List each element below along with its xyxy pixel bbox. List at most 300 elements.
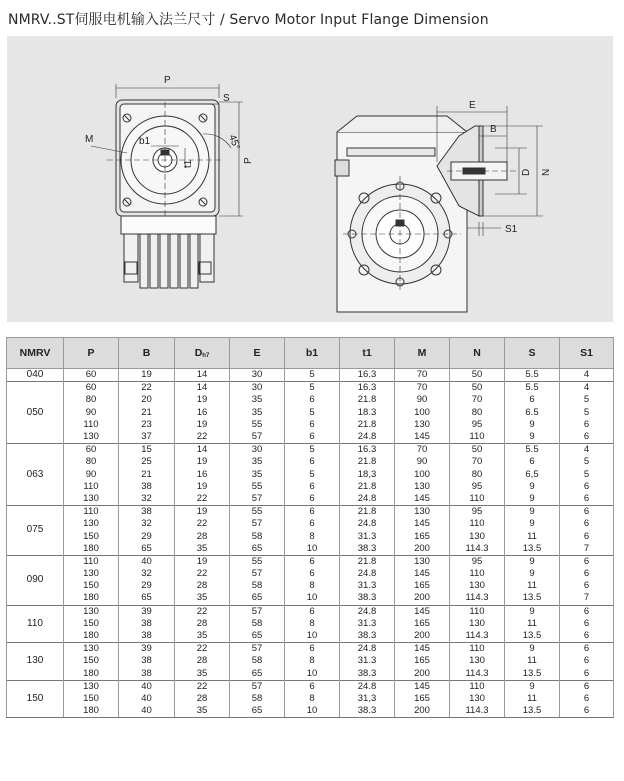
table-cell: 4 xyxy=(560,444,614,457)
table-cell: 180 xyxy=(64,668,119,681)
model-cell: 090 xyxy=(7,555,64,605)
table-cell: 38 xyxy=(119,630,175,643)
dim-label-E: E xyxy=(469,100,476,111)
table-cell: 38 xyxy=(119,481,175,493)
table-cell: 9 xyxy=(505,506,560,519)
table-cell: 70 xyxy=(395,382,450,395)
table-cell: 6 xyxy=(560,493,614,506)
table-cell: 5.5 xyxy=(505,444,560,457)
table-cell: 8 xyxy=(285,580,340,592)
table-cell: 5 xyxy=(285,469,340,481)
table-cell: 30 xyxy=(230,444,285,457)
table-row xyxy=(7,518,614,530)
table-cell: 145 xyxy=(395,493,450,506)
table-cell: 55 xyxy=(230,419,285,431)
table-cell: 6 xyxy=(560,630,614,643)
table-cell: 110 xyxy=(450,643,505,656)
table-cell: 4 xyxy=(560,369,614,382)
table-cell: 60 xyxy=(64,369,119,382)
table-cell: 80 xyxy=(64,456,119,468)
table-cell: 5 xyxy=(560,394,614,406)
table-cell: 90 xyxy=(395,456,450,468)
table-cell: 30 xyxy=(230,382,285,395)
table-cell: 110 xyxy=(64,506,119,519)
table-cell: 70 xyxy=(450,394,505,406)
table-cell: 9 xyxy=(505,481,560,493)
table-cell: 6,5 xyxy=(505,469,560,481)
table-cell: 6 xyxy=(285,506,340,519)
table-cell: 6 xyxy=(285,680,340,693)
table-cell: 150 xyxy=(64,693,119,705)
table-cell: 5 xyxy=(285,369,340,382)
table-cell: 22 xyxy=(175,680,230,693)
table-row xyxy=(7,369,614,382)
col-header-e: E xyxy=(230,338,285,369)
table-cell: 6 xyxy=(560,580,614,592)
table-row xyxy=(7,580,614,592)
table-cell: 23 xyxy=(119,419,175,431)
table-cell: 145 xyxy=(395,680,450,693)
table-cell: 31.3 xyxy=(340,655,395,667)
table-cell: 114.3 xyxy=(450,668,505,681)
table-cell: 145 xyxy=(395,605,450,618)
table-cell: 130 xyxy=(450,580,505,592)
table-cell: 95 xyxy=(450,506,505,519)
model-cell: 063 xyxy=(7,444,64,506)
table-row xyxy=(7,543,614,556)
table-cell: 6 xyxy=(560,555,614,568)
table-cell: 200 xyxy=(395,630,450,643)
table-cell: 9 xyxy=(505,605,560,618)
table-cell: 65 xyxy=(230,543,285,556)
table-cell: 28 xyxy=(175,618,230,630)
table-cell: 5 xyxy=(560,469,614,481)
dim-label-S1: S1 xyxy=(505,224,518,235)
table-row xyxy=(7,605,614,618)
table-cell: 35 xyxy=(175,543,230,556)
dim-label-N: N xyxy=(541,168,552,176)
table-cell: 21.8 xyxy=(340,555,395,568)
table-cell: 70 xyxy=(395,444,450,457)
table-cell: 22 xyxy=(175,643,230,656)
table-cell: 35 xyxy=(175,705,230,718)
table-cell: 130 xyxy=(64,493,119,506)
table-cell: 38 xyxy=(119,668,175,681)
table-cell: 39 xyxy=(119,643,175,656)
table-cell: 114.3 xyxy=(450,592,505,605)
table-cell: 24.8 xyxy=(340,568,395,580)
table-cell: 31,3 xyxy=(340,693,395,705)
table-cell: 200 xyxy=(395,668,450,681)
table-row xyxy=(7,568,614,580)
table-cell: 65 xyxy=(230,668,285,681)
table-row xyxy=(7,419,614,431)
table-cell: 6 xyxy=(505,456,560,468)
table-cell: 130 xyxy=(64,431,119,444)
table-cell: 35 xyxy=(230,456,285,468)
model-cell: 150 xyxy=(7,680,64,718)
table-cell: 6 xyxy=(560,506,614,519)
table-cell: 16.3 xyxy=(340,382,395,395)
table-cell: 165 xyxy=(395,530,450,542)
table-cell: 6 xyxy=(285,493,340,506)
table-cell: 19 xyxy=(175,481,230,493)
table-cell: 35 xyxy=(175,668,230,681)
table-cell: 55 xyxy=(230,481,285,493)
table-cell: 40 xyxy=(119,705,175,718)
table-cell: 21.8 xyxy=(340,456,395,468)
technical-drawing-panel xyxy=(7,36,613,322)
table-cell: 9 xyxy=(505,431,560,444)
table-cell: 32 xyxy=(119,493,175,506)
table-cell: 13.5 xyxy=(505,630,560,643)
table-cell: 19 xyxy=(175,456,230,468)
table-cell: 38.3 xyxy=(340,543,395,556)
table-cell: 25 xyxy=(119,456,175,468)
table-cell: 100 xyxy=(395,407,450,419)
dim-label-t1: t1 xyxy=(183,159,194,168)
table-cell: 57 xyxy=(230,680,285,693)
table-cell: 180 xyxy=(64,543,119,556)
table-cell: 39 xyxy=(119,605,175,618)
table-cell: 58 xyxy=(230,655,285,667)
table-cell: 38 xyxy=(119,618,175,630)
table-cell: 10 xyxy=(285,705,340,718)
table-row xyxy=(7,394,614,406)
table-cell: 5 xyxy=(560,456,614,468)
table-cell: 38.3 xyxy=(340,705,395,718)
table-cell: 6.5 xyxy=(505,407,560,419)
table-cell: 6 xyxy=(285,481,340,493)
table-row xyxy=(7,456,614,468)
table-cell: 58 xyxy=(230,580,285,592)
table-cell: 200 xyxy=(395,543,450,556)
table-cell: 6 xyxy=(505,394,560,406)
col-header-d-subscript: h7 xyxy=(202,353,210,359)
table-cell: 130 xyxy=(395,506,450,519)
table-cell: 58 xyxy=(230,618,285,630)
table-cell: 9 xyxy=(505,518,560,530)
table-row xyxy=(7,643,614,656)
table-row xyxy=(7,592,614,605)
table-cell: 90 xyxy=(64,469,119,481)
table-cell: 80 xyxy=(450,469,505,481)
col-header-b: B xyxy=(119,338,175,369)
model-cell: 130 xyxy=(7,643,64,681)
table-cell: 11 xyxy=(505,530,560,542)
table-cell: 8 xyxy=(285,693,340,705)
table-cell: 28 xyxy=(175,580,230,592)
table-row xyxy=(7,680,614,693)
table-cell: 6 xyxy=(285,456,340,468)
table-cell: 19 xyxy=(175,419,230,431)
table-cell: 37 xyxy=(119,431,175,444)
table-cell: 22 xyxy=(119,382,175,395)
table-cell: 10 xyxy=(285,592,340,605)
table-cell: 6 xyxy=(285,555,340,568)
table-cell: 14 xyxy=(175,382,230,395)
table-cell: 6 xyxy=(285,394,340,406)
table-row xyxy=(7,469,614,481)
table-cell: 40 xyxy=(119,693,175,705)
table-cell: 31.3 xyxy=(340,580,395,592)
dim-label-S: S xyxy=(223,93,230,104)
table-cell: 58 xyxy=(230,693,285,705)
table-cell: 80 xyxy=(450,407,505,419)
table-row xyxy=(7,668,614,681)
table-cell: 165 xyxy=(395,580,450,592)
table-row xyxy=(7,444,614,457)
col-header-s: S xyxy=(505,338,560,369)
table-row xyxy=(7,382,614,395)
col-header-s1: S1 xyxy=(560,338,614,369)
col-header-n: N xyxy=(450,338,505,369)
table-cell: 50 xyxy=(450,382,505,395)
table-cell: 180 xyxy=(64,630,119,643)
table-cell: 130 xyxy=(450,655,505,667)
table-cell: 11 xyxy=(505,655,560,667)
table-cell: 110 xyxy=(450,431,505,444)
table-cell: 5.5 xyxy=(505,369,560,382)
table-cell: 24.8 xyxy=(340,518,395,530)
table-cell: 28 xyxy=(175,655,230,667)
table-cell: 6 xyxy=(560,530,614,542)
table-cell: 18,3 xyxy=(340,469,395,481)
table-cell: 14 xyxy=(175,369,230,382)
table-cell: 6 xyxy=(560,668,614,681)
table-cell: 65 xyxy=(230,630,285,643)
dim-label-M: M xyxy=(85,134,94,145)
table-cell: 29 xyxy=(119,530,175,542)
table-cell: 145 xyxy=(395,643,450,656)
table-cell: 150 xyxy=(64,530,119,542)
table-row xyxy=(7,530,614,542)
table-cell: 13.5 xyxy=(505,592,560,605)
col-header-m: M xyxy=(395,338,450,369)
model-cell: 040 xyxy=(7,369,64,382)
table-cell: 70 xyxy=(395,369,450,382)
table-row xyxy=(7,407,614,419)
table-cell: 130 xyxy=(64,605,119,618)
table-cell: 24.8 xyxy=(340,605,395,618)
table-cell: 110 xyxy=(64,555,119,568)
table-cell: 21.8 xyxy=(340,394,395,406)
table-cell: 90 xyxy=(395,394,450,406)
table-cell: 28 xyxy=(175,530,230,542)
col-header-d xyxy=(175,338,230,369)
table-row xyxy=(7,431,614,444)
table-cell: 50 xyxy=(450,369,505,382)
table-cell: 35 xyxy=(230,469,285,481)
table-cell: 40 xyxy=(119,555,175,568)
table-row xyxy=(7,630,614,643)
flange-dimension-table xyxy=(6,337,614,718)
table-cell: 80 xyxy=(64,394,119,406)
table-cell: 65 xyxy=(119,543,175,556)
table-cell: 65 xyxy=(119,592,175,605)
table-cell: 114.3 xyxy=(450,705,505,718)
table-cell: 24.8 xyxy=(340,431,395,444)
col-header-t1: t1 xyxy=(340,338,395,369)
table-cell: 21.8 xyxy=(340,419,395,431)
table-cell: 35 xyxy=(175,630,230,643)
table-cell: 57 xyxy=(230,568,285,580)
table-cell: 13.5 xyxy=(505,668,560,681)
table-cell: 110 xyxy=(450,568,505,580)
table-cell: 130 xyxy=(395,481,450,493)
dim-label-b1: b1 xyxy=(139,136,151,147)
table-cell: 180 xyxy=(64,705,119,718)
table-cell: 35 xyxy=(230,394,285,406)
table-cell: 21.8 xyxy=(340,481,395,493)
table-cell: 6 xyxy=(560,518,614,530)
table-row xyxy=(7,705,614,718)
table-cell: 9 xyxy=(505,493,560,506)
table-cell: 114.3 xyxy=(450,630,505,643)
table-cell: 100 xyxy=(395,469,450,481)
table-cell: 38 xyxy=(119,506,175,519)
table-cell: 165 xyxy=(395,618,450,630)
table-cell: 38.3 xyxy=(340,630,395,643)
table-cell: 24.8 xyxy=(340,643,395,656)
table-cell: 6 xyxy=(560,680,614,693)
table-cell: 10 xyxy=(285,630,340,643)
table-cell: 5 xyxy=(285,444,340,457)
table-cell: 19 xyxy=(175,506,230,519)
table-cell: 6 xyxy=(560,568,614,580)
table-cell: 58 xyxy=(230,530,285,542)
dim-label-P-top: P xyxy=(164,75,171,86)
table-cell: 18.3 xyxy=(340,407,395,419)
table-cell: 10 xyxy=(285,668,340,681)
dim-label-D: D xyxy=(521,168,532,176)
table-cell: 38.3 xyxy=(340,592,395,605)
table-cell: 6 xyxy=(560,705,614,718)
table-cell: 130 xyxy=(64,643,119,656)
table-cell: 55 xyxy=(230,555,285,568)
table-cell: 130 xyxy=(450,618,505,630)
table-cell: 4 xyxy=(560,382,614,395)
table-cell: 8 xyxy=(285,530,340,542)
table-cell: 32 xyxy=(119,518,175,530)
table-cell: 65 xyxy=(230,592,285,605)
table-cell: 6 xyxy=(285,568,340,580)
table-cell: 7 xyxy=(560,543,614,556)
table-row xyxy=(7,481,614,493)
table-cell: 95 xyxy=(450,419,505,431)
table-cell: 110 xyxy=(450,680,505,693)
table-cell: 14 xyxy=(175,444,230,457)
table-cell: 130 xyxy=(395,419,450,431)
table-cell: 16.3 xyxy=(340,369,395,382)
table-cell: 9 xyxy=(505,643,560,656)
table-cell: 200 xyxy=(395,705,450,718)
table-cell: 130 xyxy=(64,518,119,530)
table-cell: 130 xyxy=(450,693,505,705)
table-cell: 21.8 xyxy=(340,506,395,519)
table-cell: 20 xyxy=(119,394,175,406)
table-cell: 130 xyxy=(64,680,119,693)
table-row xyxy=(7,555,614,568)
table-cell: 57 xyxy=(230,493,285,506)
table-cell: 6 xyxy=(560,618,614,630)
table-cell: 65 xyxy=(230,705,285,718)
table-cell: 35 xyxy=(175,592,230,605)
table-cell: 7 xyxy=(560,592,614,605)
table-cell: 11 xyxy=(505,618,560,630)
table-row xyxy=(7,618,614,630)
table-cell: 19 xyxy=(175,394,230,406)
table-cell: 6 xyxy=(560,605,614,618)
table-cell: 6 xyxy=(285,419,340,431)
table-cell: 150 xyxy=(64,580,119,592)
table-cell: 110 xyxy=(450,518,505,530)
table-cell: 5 xyxy=(285,382,340,395)
table-cell: 35 xyxy=(230,407,285,419)
table-cell: 9 xyxy=(505,680,560,693)
table-cell: 6 xyxy=(560,643,614,656)
table-cell: 70 xyxy=(450,456,505,468)
table-cell: 22 xyxy=(175,431,230,444)
table-cell: 180 xyxy=(64,592,119,605)
table-cell: 15 xyxy=(119,444,175,457)
table-cell: 95 xyxy=(450,555,505,568)
table-cell: 10 xyxy=(285,543,340,556)
table-cell: 150 xyxy=(64,618,119,630)
model-cell: 075 xyxy=(7,506,64,556)
table-cell: 6 xyxy=(285,643,340,656)
table-cell: 110 xyxy=(64,419,119,431)
table-row xyxy=(7,655,614,667)
table-cell: 9 xyxy=(505,568,560,580)
table-cell: 21 xyxy=(119,469,175,481)
table-cell: 31.3 xyxy=(340,618,395,630)
table-cell: 165 xyxy=(395,693,450,705)
dim-label-B: B xyxy=(490,124,497,135)
table-cell: 38.3 xyxy=(340,668,395,681)
table-cell: 8 xyxy=(285,618,340,630)
table-cell: 150 xyxy=(64,655,119,667)
table-row xyxy=(7,506,614,519)
table-cell: 16 xyxy=(175,469,230,481)
table-cell: 11 xyxy=(505,693,560,705)
table-cell: 9 xyxy=(505,555,560,568)
page-title: NMRV..ST伺服电机输入法兰尺寸 / Servo Motor Input Flange Dimension xyxy=(8,12,489,28)
table-cell: 30 xyxy=(230,369,285,382)
table-cell: 19 xyxy=(119,369,175,382)
col-header-b1: b1 xyxy=(285,338,340,369)
table-cell: 6 xyxy=(560,655,614,667)
table-cell: 6 xyxy=(285,431,340,444)
table-cell: 24.8 xyxy=(340,680,395,693)
table-cell: 6 xyxy=(560,693,614,705)
table-cell: 145 xyxy=(395,568,450,580)
gearbox-side-view xyxy=(335,106,543,312)
table-cell: 6 xyxy=(285,605,340,618)
table-cell: 130 xyxy=(64,568,119,580)
model-cell: 050 xyxy=(7,382,64,444)
table-cell: 200 xyxy=(395,592,450,605)
table-cell: 9 xyxy=(505,419,560,431)
table-cell: 6 xyxy=(285,518,340,530)
table-cell: 11 xyxy=(505,580,560,592)
table-cell: 57 xyxy=(230,643,285,656)
table-cell: 5 xyxy=(560,407,614,419)
table-cell: 57 xyxy=(230,431,285,444)
table-cell: 31.3 xyxy=(340,530,395,542)
table-cell: 5 xyxy=(285,407,340,419)
table-cell: 110 xyxy=(64,481,119,493)
